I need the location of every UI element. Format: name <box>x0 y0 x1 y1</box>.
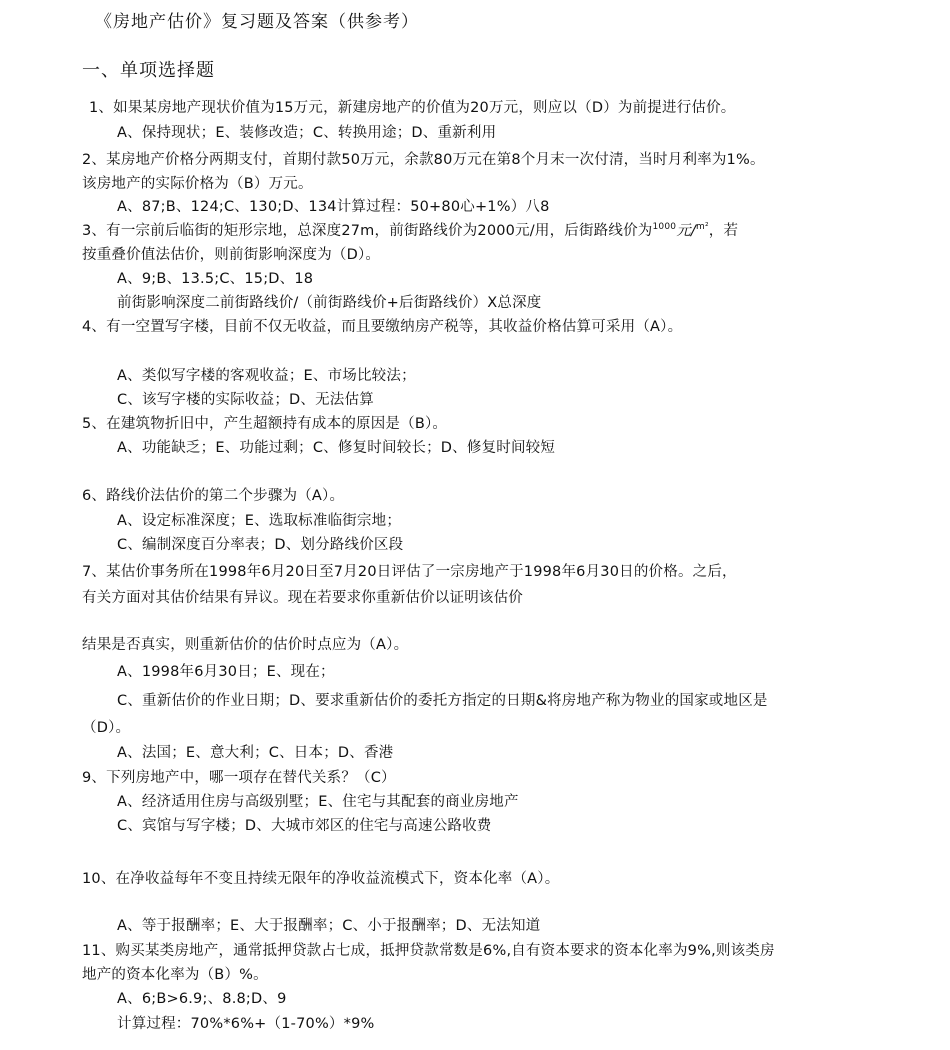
question-4-text: 4、有一空置写字楼，目前不仅无收益，而且要缴纳房产税等，其收益价格估算可采用（A）。 <box>82 319 683 335</box>
section-heading: 一、单项选择题 <box>82 60 215 81</box>
question-11-calculation: 计算过程：70%*6%+（1-70%）*9% <box>117 1016 375 1032</box>
question-7-options-1: A、1998年6月30日；E、现在； <box>117 664 335 680</box>
question-1-text: 1、如果某房地产现状价值为15万元，新建房地产的价值为20万元，则应以（D）为前提进行估价。 <box>89 100 736 116</box>
question-6-options-1: A、设定标准深度；E、选取标准临街宗地； <box>117 513 402 529</box>
question-9-options-1: A、经济适用住房与高级别墅；E、住宅与其配套的商业房地产 <box>117 794 519 810</box>
question-9-options-2: C、宾馆与写字楼；D、大城市郊区的住宅与高速公路收费 <box>117 818 492 834</box>
question-8-options: A、法国；E、意大利；C、日本；D、香港 <box>117 745 394 761</box>
document-title: 《房地产估价》复习题及答案（供参考） <box>95 12 419 32</box>
question-6-text: 6、路线价法估价的第二个步骤为（A）。 <box>82 488 345 504</box>
question-4-options-1: A、类似写字楼的客观收益；E、市场比较法； <box>117 368 416 384</box>
question-5-options: A、功能缺乏；E、功能过剩；C、修复时间较长；D、修复时间较短 <box>117 440 556 456</box>
question-7-text-cont-2: 结果是否真实，则重新估价的估价时点应为（A）。 <box>82 637 409 653</box>
question-3-unit-a: 元/ <box>676 223 696 239</box>
question-2-options: A、87;B、124;C、130;D、134计算过程：50+80心+1%）八8 <box>117 199 550 215</box>
question-6-options-2: C、编制深度百分率表；D、划分路线价区段 <box>117 537 404 553</box>
question-5-text: 5、在建筑物折旧中，产生超额持有成本的原因是（B）。 <box>82 416 448 432</box>
question-11-options: A、6;B>6.9;、8.8;D、9 <box>117 991 287 1007</box>
question-3-text-c: ，若 <box>708 223 739 239</box>
question-1-options: A、保持现状；E、装修改造；C、转换用途；D、重新利用 <box>117 125 497 141</box>
question-3-options: A、9;B、13.5;C、15;D、18 <box>117 271 314 287</box>
question-3-note: 前街影响深度二前街路线价/（前街路线价+后街路线价）X总深度 <box>117 295 542 311</box>
question-11-text: 11、购买某类房地产，通常抵押贷款占七成，抵押贷款常数是6%,自有资本要求的资本化率为9%,则该类房 <box>82 943 775 959</box>
question-11-text-cont: 地产的资本化率为（B）%。 <box>82 967 268 983</box>
question-4-options-2: C、该写字楼的实际收益；D、无法估算 <box>117 392 374 408</box>
question-7-options-2: C、重新估价的作业日期；D、要求重新估价的委托方指定的日期&将房地产称为物业的国家或地区是 <box>117 693 768 709</box>
question-9-text: 9、下列房地产中，哪一项存在替代关系？（C） <box>82 770 396 786</box>
question-7-text-cont: 有关方面对其估价结果有异议。现在若要求你重新估价以证明该估价 <box>82 590 523 606</box>
question-7-text: 7、某估价事务所在1998年6月20日至7月20日评估了一宗房地产于1998年6月30日的价格。之后， <box>82 564 737 580</box>
question-3-unit-sup: m² <box>696 222 709 233</box>
question-8-answer: （D）。 <box>82 720 131 736</box>
question-2-text: 2、某房地产价格分两期支付，首期付款50万元，余款80万元在第8个月末一次付清，当时月利率为1%。 <box>82 152 765 168</box>
question-2-text-cont: 该房地产的实际价格为（B）万元。 <box>82 176 313 192</box>
question-3-text <box>82 221 738 241</box>
question-3-text-cont: 按重叠价值法估价，则前街影响深度为（D）。 <box>82 247 381 263</box>
question-3-superscript: 1000 <box>652 222 677 233</box>
question-3-text-a: 3、有一宗前后临街的矩形宗地，总深度27m，前街路线价为2000元/用，后街路线价为 <box>82 223 653 239</box>
question-10-text: 10、在净收益每年不变且持续无限年的净收益流模式下，资本化率（A）。 <box>82 871 560 887</box>
question-10-options: A、等于报酬率；E、大于报酬率；C、小于报酬率；D、无法知道 <box>117 918 541 934</box>
